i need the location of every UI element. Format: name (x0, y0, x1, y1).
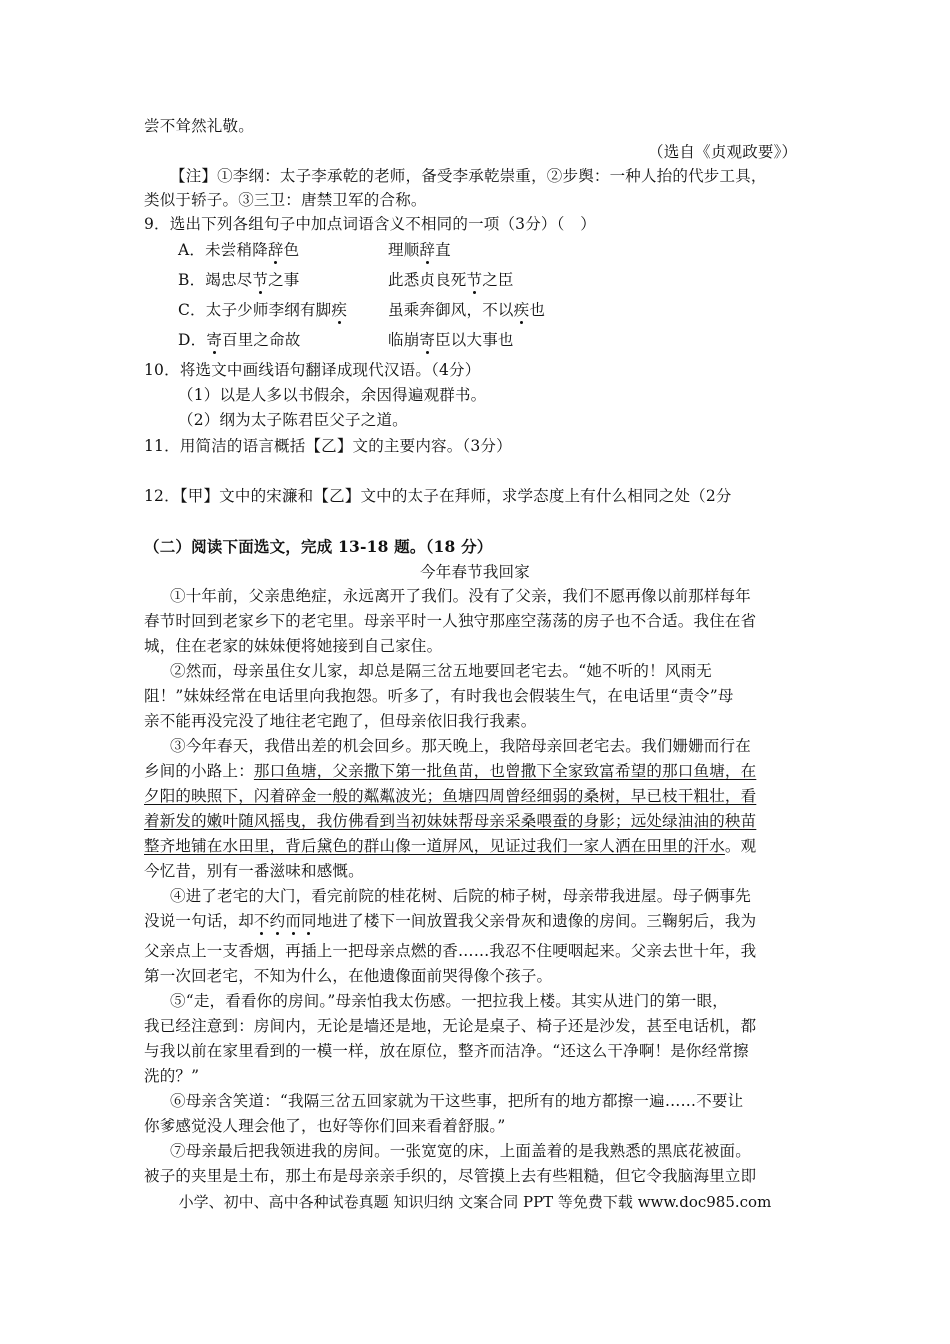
question-11-stem: 11．用简洁的语言概括【乙】文的主要内容。（3分） (144, 437, 512, 455)
text-span: 。观 (724, 837, 757, 855)
text-span: 没说一句话，却 (144, 912, 254, 930)
option-text: 百里之命故 (222, 331, 301, 349)
dotted-word: 疾 (513, 301, 530, 319)
paragraph-line: ⑤“走，看看你的房间。”母亲怕我太伤感。一把拉我上楼。其实从进门的第一眼， (170, 992, 729, 1010)
dotted-char: 同 (301, 912, 317, 930)
option-text: 直 (435, 241, 451, 259)
question-12-stem: 12．【甲】文中的宋濂和【乙】文中的太子在拜师，求学态度上有什么相同之处（2分 (144, 487, 732, 505)
text-line: 尝不耸然礼敬。 (144, 117, 254, 135)
question-9-stem: 9．选出下列各组句子中加点词语含义不相同的一项（3分）（ ） (144, 215, 596, 233)
option-a (178, 240, 299, 260)
option-text: 太子少师李纲有脚 (205, 301, 332, 319)
option-label: D． (178, 331, 207, 349)
paragraph-line: 与我以前在家里看到的一模一样，放在原位，整齐而洁净。“还这么干净啊！是你经常擦 (144, 1042, 749, 1060)
option-b (178, 270, 300, 290)
text-span: 地进了楼下一间放置我父亲骨灰和遗像的房间。三鞠躬后，我为 (316, 912, 757, 930)
paragraph-line: 阻！”妹妹经常在电话里向我抱怨。听多了，有时我也会假装生气，在电话里“责令”母 (144, 687, 734, 705)
option-a-compare (388, 240, 451, 260)
paragraph-line: 我已经注意到：房间内，无论是墙还是地，无论是桌子、椅子还是沙发，甚至电话机，都 (144, 1017, 757, 1035)
paragraph-line: 父亲点上一支香烟，再插上一把母亲点燃的香……我忍不住哽咽起来。父亲去世十年，我 (144, 942, 757, 960)
question-10-stem: 10．将选文中画线语句翻译成现代汉语。（4分） (144, 361, 481, 379)
dotted-char: 不 (253, 912, 270, 930)
underlined-sentence: 着新发的嫩叶随风摇曳，我仿佛看到当初妹妹帮母亲采桑喂蚕的身影；远处绿油油的秧苗 (144, 812, 757, 830)
dotted-word: 寄 (206, 331, 223, 349)
option-text: 色 (283, 241, 300, 259)
option-label: A． (178, 241, 206, 259)
paragraph-line: ⑦母亲最后把我领进我的房间。一张宽宽的床，上面盖着的是我熟悉的黑底花被面。 (170, 1142, 751, 1160)
question-10-sentence-1: （1）以是人多以书假余，余因得遍观群书。 (178, 386, 487, 404)
option-d-compare (388, 330, 514, 350)
paragraph-line: 你爹感觉没人理会他了，也好等你们回来看着舒服。” (144, 1117, 506, 1135)
paragraph-line: 春节时回到老家乡下的老宅里。母亲平时一人独守那座空荡荡的房子也不合适。我住在省 (144, 612, 757, 630)
option-text: 理顺 (388, 241, 420, 259)
paragraph-line (144, 811, 756, 831)
section-heading: （二）阅读下面选文，完成 13-18 题。（18 分） (144, 537, 493, 556)
option-text: 臣以大事也 (435, 331, 514, 349)
paragraph-line (144, 761, 756, 781)
underlined-sentence: 整齐地铺在水田里，背后黛色的群山像一道屏风，见证过我们一家人洒在田里的汗水 (144, 837, 725, 855)
option-label: C． (178, 301, 206, 319)
option-text: 也 (529, 301, 546, 319)
paragraph-line (144, 911, 756, 931)
underlined-sentence: 那口鱼塘，父亲撒下第一批鱼苗，也曾撒下全家致富希望的那口鱼塘，在 (253, 762, 757, 780)
paragraph-line (144, 786, 756, 806)
dotted-char: 而 (285, 912, 302, 930)
option-text: 之臣 (482, 271, 514, 289)
text-span: 乡间的小路上： (144, 762, 254, 780)
paragraph-line: 被子的夹里是土布，那土布是母亲亲手织的，尽管摸上去有些粗糙，但它令我脑海里立即 (144, 1167, 757, 1185)
paragraph-line: 亲不能再没完没了地往老宅跑了，但母亲依旧我行我素。 (144, 712, 537, 730)
dotted-word: 辞 (267, 241, 284, 259)
option-text: 此悉贞良死 (388, 271, 467, 289)
source-citation: （选自《贞观政要》） (648, 143, 798, 161)
question-10-sentence-2: （2）纲为太子陈君臣父子之道。 (178, 411, 408, 429)
option-c (178, 300, 347, 320)
paragraph-line: ①十年前，父亲患绝症，永远离开了我们。没有了父亲，我们不愿再像以前那样每年 (170, 587, 751, 605)
dotted-word: 节 (252, 271, 269, 289)
paragraph-line: ④进了老宅的大门，看完前院的桂花树、后院的柿子树，母亲带我进屋。母子俩事先 (170, 887, 751, 905)
paragraph-line: 城，住在老家的妹妹便将她接到自己家住。 (144, 637, 443, 655)
option-d (178, 330, 301, 350)
paragraph-line (144, 836, 756, 856)
option-text: 未尝稍降 (205, 241, 268, 259)
option-text: 竭忠尽 (205, 271, 253, 289)
paragraph-line: ⑥母亲含笑道：“我隔三岔五回家就为干这些事，把所有的地方都擦一遍……不要让 (170, 1092, 744, 1110)
option-text: 临崩 (388, 331, 420, 349)
option-b-compare (388, 270, 514, 290)
dotted-word: 辞 (419, 241, 436, 259)
dotted-word: 疾 (331, 301, 348, 319)
dotted-word: 寄 (419, 331, 436, 349)
note-line: 【注】①李纲：太子李承乾的老师，备受李承乾崇重，②步舆：一种人抬的代步工具， (170, 167, 767, 185)
option-text: 之事 (268, 271, 300, 289)
paragraph-line: 洗的？” (144, 1067, 200, 1085)
note-line: 类似于轿子。③三卫：唐禁卫军的合称。 (144, 191, 427, 209)
dotted-phrase (254, 912, 317, 930)
paragraph-line: 今忆昔，别有一番滋味和感慨。 (144, 862, 364, 880)
dotted-char: 约 (269, 912, 286, 930)
article-title: 今年春节我回家 (420, 563, 530, 581)
footer-link-text: 小学、初中、高中各种试卷真题 知识归纳 文案合同 PPT 等免费下载 www.doc985.com (178, 1193, 772, 1211)
underlined-sentence: 夕阳的映照下，闪着碎金一般的粼粼波光；鱼塘四周曾经细弱的桑树，早已枝干粗壮，看 (144, 787, 757, 805)
option-label: B． (178, 271, 206, 289)
option-text: 虽乘奔御风，不以 (388, 301, 514, 319)
paragraph-line: 第一次回老宅，不知为什么，在他遗像面前哭得像个孩子。 (144, 967, 553, 985)
paragraph-line: ③今年春天，我借出差的机会回乡。那天晚上，我陪母亲回老宅去。我们姗姗而行在 (170, 737, 751, 755)
paragraph-line: ②然而，母亲虽住女儿家，却总是隔三岔五地要回老宅去。“她不听的！风雨无 (170, 662, 712, 680)
dotted-word: 节 (466, 271, 483, 289)
option-c-compare (388, 300, 545, 320)
